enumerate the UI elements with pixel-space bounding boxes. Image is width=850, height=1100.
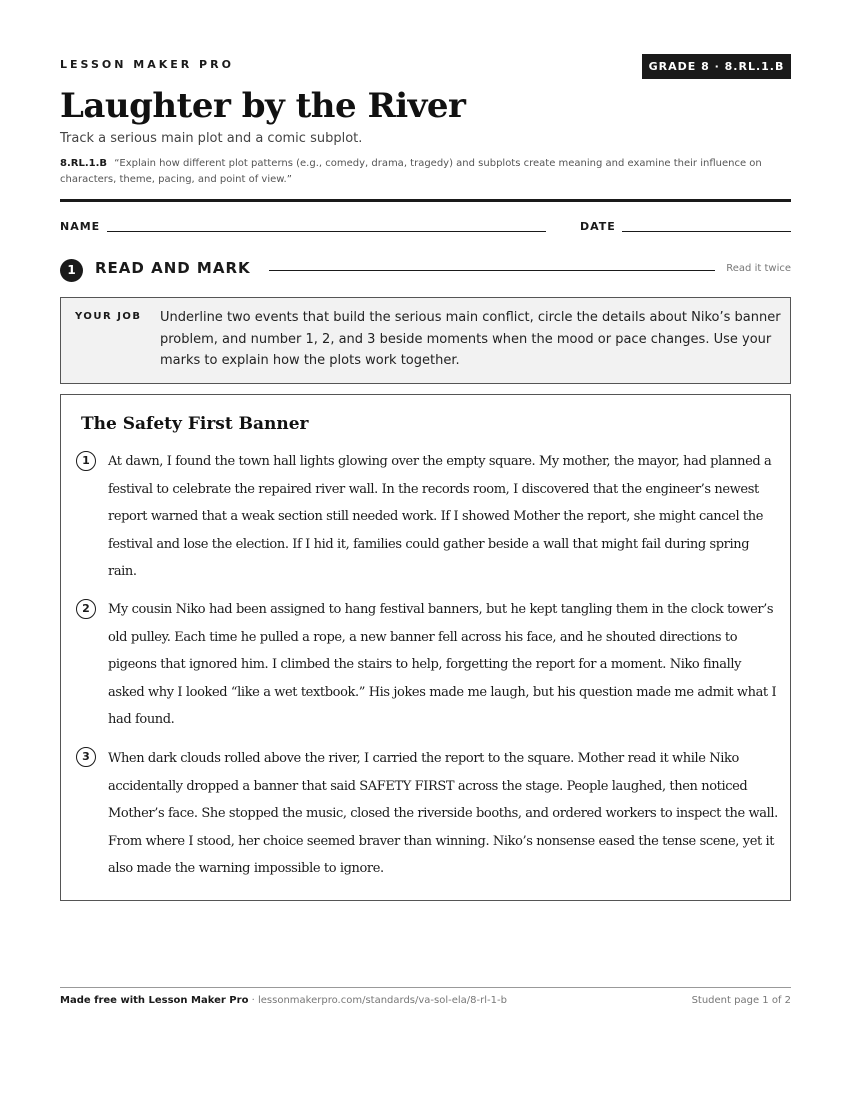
paragraph-1: At dawn, I found the town hall lights glowing over the empty square. My mother, the mayor, had planned a festival to celebrate the repaired river wall. In the records room, I discovered that the engineer’s newest report warned that a weak section still needed work. If I showed Mother the report, she might cancel the festival and lose the election. If I hid it, families could gather beside a wall that might fail during spring rain.	[108, 454, 772, 580]
paragraph-number-1: 1	[76, 451, 96, 471]
paragraph-3: When dark clouds rolled above the river, I carried the report to the square. Mother read it while Niko accidentally dropped a banner that said SAFETY FIRST across the stage. People laughed, then noticed Mother’s face. She stopped the music, closed the riverside booths, and ordered workers to inspect the wall. From where I stood, her choice seemed braver than winning. Niko’s nonsense eased the tense scene, yet it also made the warning impossible to ignore.	[108, 751, 778, 877]
name-label: NAME	[60, 220, 101, 233]
paragraph-number-2: 2	[76, 599, 96, 619]
page-subtitle: Track a serious main plot and a comic subplot.	[60, 131, 363, 146]
footer-divider	[60, 987, 791, 988]
reading-passage	[60, 394, 791, 901]
footer-separator: ·	[248, 995, 258, 1006]
standard-code: 8.RL.1.B	[60, 158, 108, 169]
your-job-label: YOUR JOB	[75, 311, 142, 322]
footer-page-number: Student page 1 of 2	[691, 995, 791, 1006]
grade-badge: GRADE 8 · 8.RL.1.B	[642, 54, 791, 79]
date-field[interactable]	[622, 231, 791, 232]
your-job-box	[60, 297, 791, 384]
section-number-badge: 1	[60, 259, 83, 282]
your-job-instructions: Underline two events that build the serious main conflict, circle the details about Niko’s banner problem, and number 1, 2, and 3 beside moments when the mood or pace changes. Use your marks to explain how the plots work together.	[160, 310, 781, 368]
section-divider	[269, 270, 715, 271]
section-title: READ AND MARK	[95, 259, 251, 277]
date-label: DATE	[580, 220, 616, 233]
header-divider	[60, 199, 791, 202]
standard-text: “Explain how different plot patterns (e.g., comedy, drama, tragedy) and subplots create meaning and examine their influence on characters, theme, pacing, and point of view.”	[60, 158, 762, 185]
section-note: Read it twice	[726, 263, 791, 274]
paragraph-2: My cousin Niko had been assigned to hang festival banners, but he kept tangling them in the clock tower’s old pulley. Each time he pulled a rope, a new banner fell across his face, and he shouted directions to pigeons that ignored him. I climbed the stairs to help, forgetting the report for a moment. Niko finally asked why I looked “like a wet textbook.” His jokes made me laugh, but his question made me admit what I had found.	[108, 602, 777, 728]
standard-description	[60, 156, 791, 188]
page-title: Laughter by the River	[60, 86, 466, 126]
paragraph-number-3: 3	[76, 747, 96, 767]
footer-made-with: Made free with Lesson Maker Pro	[60, 995, 249, 1006]
worksheet-page	[60, 0, 791, 1100]
brand-name: LESSON MAKER PRO	[60, 58, 234, 71]
name-field[interactable]	[107, 231, 546, 232]
footer-credit	[60, 995, 507, 1006]
passage-title: The Safety First Banner	[81, 414, 309, 434]
footer-url[interactable]: lessonmakerpro.com/standards/va-sol-ela/8-rl-1-b	[257, 995, 507, 1006]
